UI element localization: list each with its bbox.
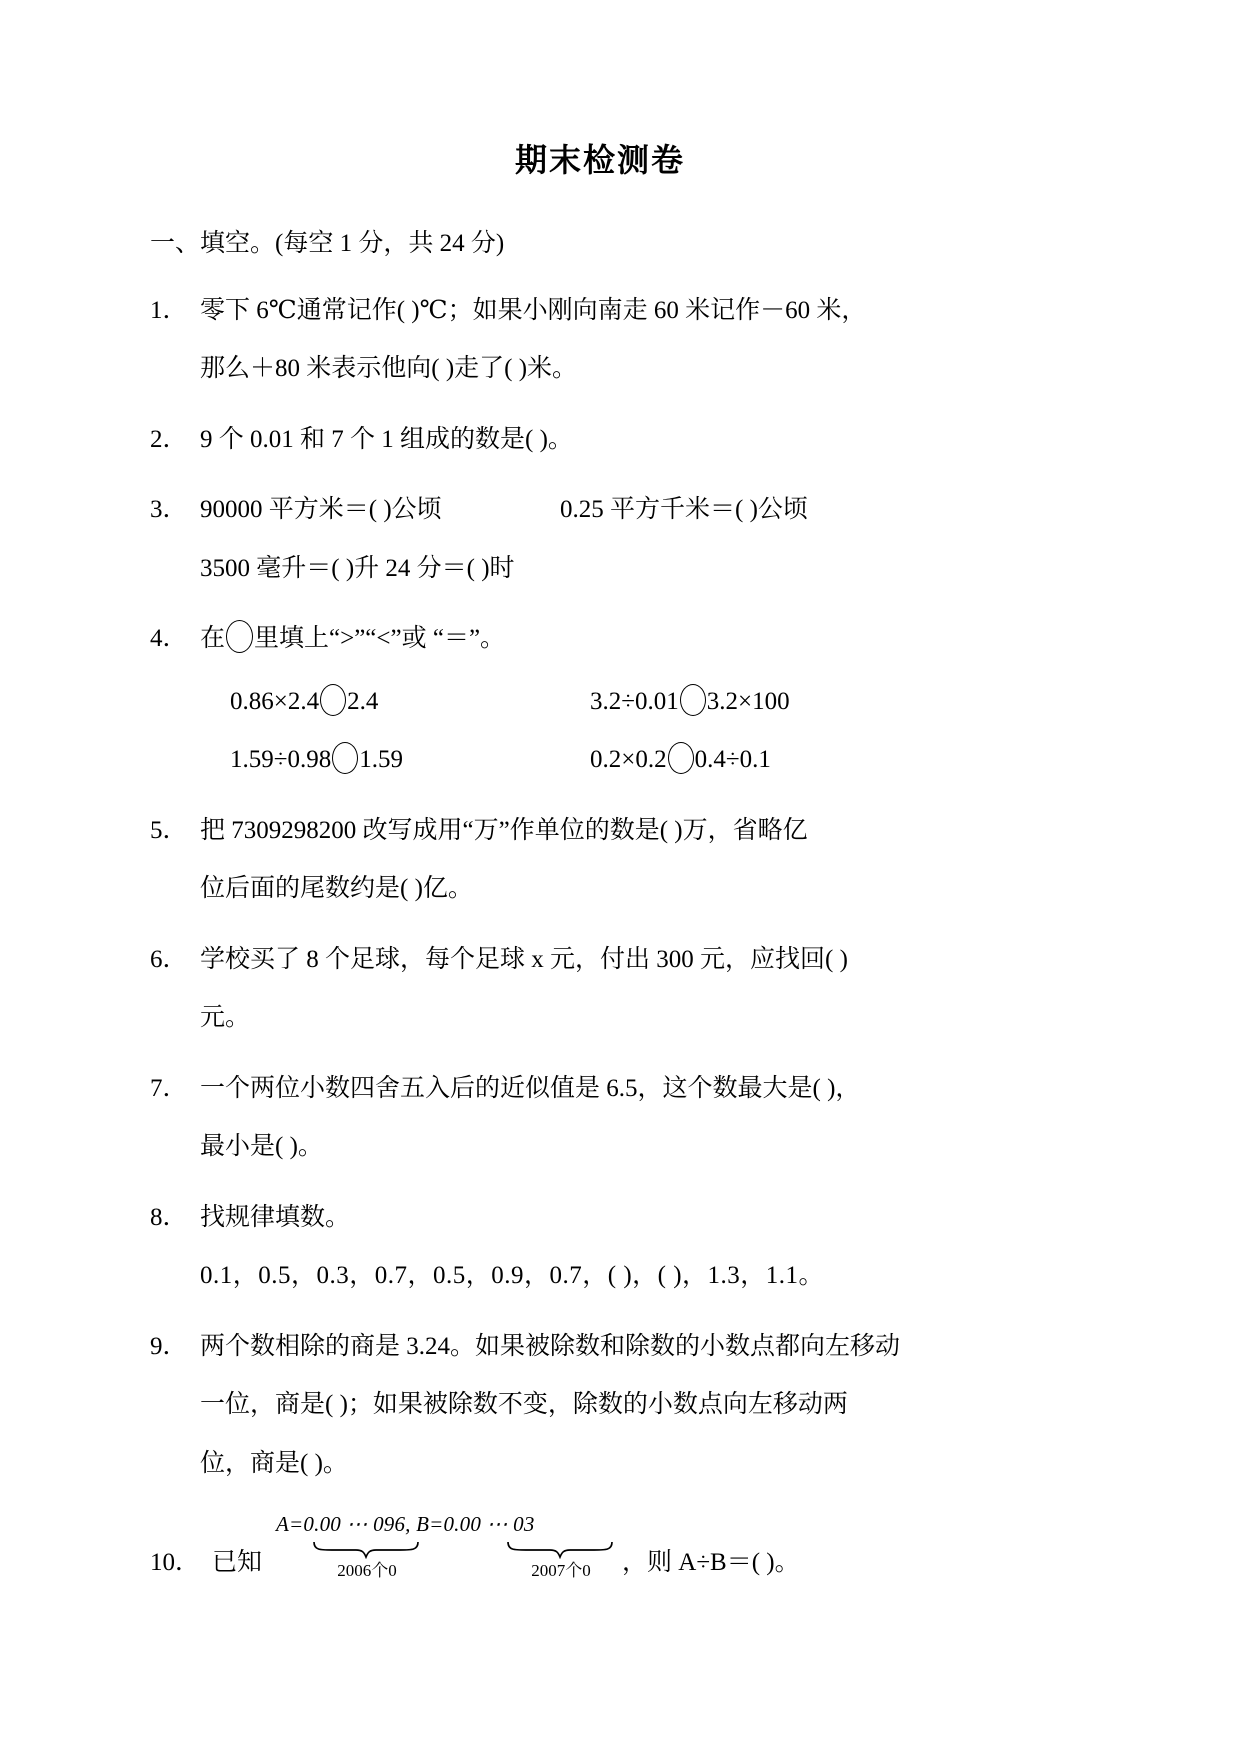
question-2 — [150, 420, 1020, 461]
question-number: 5． — [150, 816, 188, 844]
brace-row — [276, 1541, 616, 1583]
question-body — [200, 420, 1020, 461]
underbrace-group — [276, 1510, 616, 1582]
unit-conversion-row — [200, 490, 1020, 531]
question-body — [200, 811, 1020, 910]
prompt-text-after: 里填上“>”“<”或 “＝”。 — [254, 625, 506, 653]
comparison-row — [230, 740, 1020, 781]
question-number: 3． — [150, 496, 188, 524]
question-1 — [150, 291, 1020, 390]
expression-right: 3.2×100 — [706, 687, 790, 715]
underbrace-label: 2006个0 — [337, 1560, 397, 1580]
question-9 — [150, 1327, 1020, 1485]
underbrace-label: 2007个0 — [531, 1560, 591, 1580]
page-content — [150, 0, 1020, 1582]
question-line: 9 个 0.01 和 7 个 1 组成的数是( )。 — [200, 425, 573, 453]
prompt-text-before: 在 — [200, 625, 226, 653]
question-5 — [150, 811, 1020, 910]
comparison-circle-icon[interactable] — [226, 620, 253, 653]
question-body — [200, 490, 1020, 589]
question-line: 两个数相除的商是 3.24。如果被除数和除数的小数点都向左移动 — [200, 1332, 901, 1360]
expression-b: B=0.00 ⋯ 03 — [416, 1512, 535, 1537]
comparison-circle-icon[interactable] — [332, 742, 358, 774]
question-body — [200, 619, 1020, 781]
expression-left: 0.2×0.2 — [590, 746, 667, 774]
question-number: 4． — [150, 625, 188, 653]
question-8 — [150, 1198, 1020, 1297]
question-body — [200, 1069, 1020, 1168]
underbrace-icon — [506, 1541, 614, 1559]
brace-expressions — [276, 1510, 616, 1539]
question-4 — [150, 619, 1020, 781]
question-line: 元。 — [200, 1004, 251, 1032]
comparison-circle-icon[interactable] — [320, 684, 346, 716]
question-number: 9． — [150, 1332, 188, 1360]
expression-right: 2.4 — [347, 687, 379, 715]
expression-right: 1.59 — [359, 746, 403, 774]
question-body — [200, 291, 1020, 390]
question-3 — [150, 490, 1020, 589]
question-number: 7． — [150, 1074, 188, 1102]
question-body — [200, 940, 1020, 1039]
number-sequence: 0.1，0.5，0.3，0.7，0.5，0.9，0.7，( )，( )，1.3，1.1。 — [200, 1262, 825, 1290]
question-line: 位，商是( )。 — [200, 1449, 348, 1477]
underbrace-b — [506, 1541, 616, 1583]
question-7 — [150, 1069, 1020, 1168]
question-number: 2． — [150, 425, 188, 453]
question-line: 把 7309298200 改写成用“万”作单位的数是( )万，省略亿 — [200, 816, 808, 844]
question-line: 位后面的尾数约是( )亿。 — [200, 875, 473, 903]
page-title: 期末检测卷 — [514, 141, 685, 179]
comparison-expression — [590, 682, 1020, 723]
question-line: 找规律填数。 — [200, 1203, 351, 1231]
conversion-item: 90000 平方米＝( )公顷 — [200, 496, 442, 524]
question-tail: ，则 A÷B＝( )。 — [622, 1549, 800, 1577]
question-line: 最小是( )。 — [200, 1133, 323, 1161]
question-known-label: 已知 — [212, 1549, 263, 1577]
conversion-item: 0.25 平方千米＝( )公顷 — [560, 496, 808, 524]
question-prompt — [200, 619, 1020, 660]
expression-right: 0.4÷0.1 — [694, 746, 771, 774]
question-line: 那么＋80 米表示他向( )走了( )米。 — [200, 355, 578, 383]
expression-left: 3.2÷0.01 — [590, 687, 679, 715]
comparison-row — [230, 682, 1020, 723]
question-number: 8． — [150, 1203, 188, 1231]
question-line: 学校买了 8 个足球，每个足球 x 元，付出 300 元，应找回( ) — [200, 945, 848, 973]
comparison-circle-icon[interactable] — [668, 742, 694, 774]
question-10 — [150, 1510, 1020, 1582]
question-6 — [150, 940, 1020, 1039]
expression-left: 0.86×2.4 — [230, 687, 320, 715]
section-header: 一、填空。(每空 1 分，共 24 分) — [150, 230, 505, 257]
question-body — [200, 1327, 1020, 1485]
question-number: 6． — [150, 945, 188, 973]
expression-left: 1.59÷0.98 — [230, 746, 332, 774]
comparison-expression — [230, 682, 590, 723]
comparison-expression — [230, 740, 590, 781]
underbrace-icon — [312, 1541, 420, 1559]
question-line: 一位，商是( )；如果被除数不变，除数的小数点向左移动两 — [200, 1391, 848, 1419]
question-number: 10． — [150, 1549, 201, 1577]
question-line: 3500 毫升＝( )升 24 分＝( )时 — [200, 554, 515, 582]
expression-a: A=0.00 ⋯ 096, — [276, 1512, 411, 1537]
question-line: 一个两位小数四舍五入后的近似值是 6.5，这个数最大是( )， — [200, 1074, 861, 1102]
comparison-expression — [590, 740, 1020, 781]
question-line: 零下 6℃通常记作( )℃；如果小刚向南走 60 米记作－60 米， — [200, 296, 867, 324]
question-body — [200, 1198, 1020, 1297]
underbrace-a — [312, 1541, 422, 1583]
comparison-circle-icon[interactable] — [680, 684, 706, 716]
question-number: 1． — [150, 296, 188, 324]
